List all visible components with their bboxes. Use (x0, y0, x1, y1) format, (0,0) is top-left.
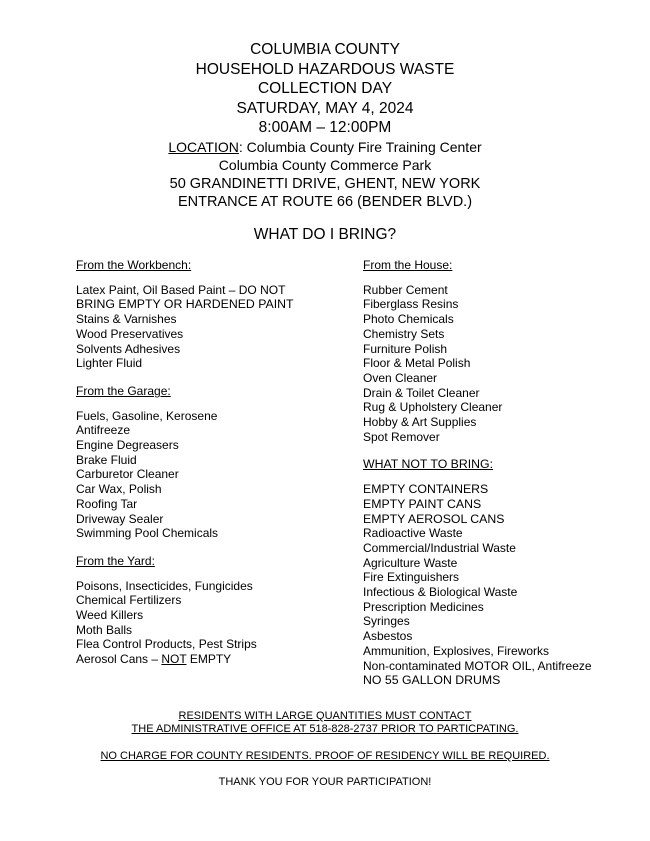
spacer (76, 541, 351, 554)
event-address: 50 GRANDINETTI DRIVE, GHENT, NEW YORK (169, 175, 481, 192)
garage-title: From the Garage: (76, 383, 171, 398)
footer-thanks: THANK YOU FOR YOUR PARTICIPATION! (218, 776, 432, 788)
yard-item: Flea Control Products, Pest Strips (76, 637, 257, 652)
yard-item: Chemical Fertilizers (76, 593, 182, 608)
garage-item: Swimming Pool Chemicals (76, 526, 219, 541)
not-bring-item: Radioactive Waste (363, 526, 463, 541)
house-item: Rubber Cement (363, 282, 448, 297)
left-column (76, 258, 351, 667)
house-item: Furniture Polish (363, 341, 448, 356)
not-bring-item: Asbestos (363, 629, 413, 644)
not-bring-item: Infectious & Biological Waste (363, 585, 518, 600)
house-item: Rug & Upholstery Cleaner (363, 400, 503, 415)
garage-item: Fuels, Gasoline, Kerosene (76, 408, 218, 423)
yard-title: From the Yard: (76, 553, 155, 568)
yard-item-aerosol (76, 652, 351, 667)
garage-item: Carburetor Cleaner (76, 467, 179, 482)
house-item: Hobby & Art Supplies (363, 415, 477, 430)
house-item: Photo Chemicals (363, 312, 454, 327)
workbench-item: Lighter Fluid (76, 356, 143, 371)
garage-item: Brake Fluid (76, 452, 137, 467)
not-bring-item: Agriculture Waste (363, 555, 458, 570)
house-item: Drain & Toilet Cleaner (363, 385, 480, 400)
not-bring-item: Syringes (363, 614, 410, 629)
footer-line1: RESIDENTS WITH LARGE QUANTITIES MUST CONTACT (178, 710, 472, 722)
section-question: WHAT DO I BRING? (253, 226, 397, 243)
event-location (0, 138, 650, 157)
location-label: LOCATION (168, 138, 239, 155)
garage-item: Antifreeze (76, 423, 131, 438)
footer-no-charge: NO CHARGE FOR COUNTY RESIDENTS. PROOF OF RESIDENCY WILL BE REQUIRED. (100, 750, 550, 762)
event-date: SATURDAY, MAY 4, 2024 (236, 99, 414, 117)
spacer (363, 444, 623, 457)
not-bring-item: Non-contaminated MOTOR OIL, Antifreeze (363, 658, 592, 673)
footer-contact (0, 710, 650, 736)
workbench-item: Latex Paint, Oil Based Paint – DO NOT (76, 282, 286, 297)
not-bring-item: Ammunition, Explosives, Fireworks (363, 643, 550, 658)
aerosol-prefix: Aerosol Cans – (76, 652, 162, 667)
workbench-item: Wood Preservatives (76, 326, 184, 341)
right-column (363, 258, 623, 688)
header-title: HOUSEHOLD HAZARDOUS WASTE (195, 60, 455, 78)
yard-item: Poisons, Insecticides, Fungicides (76, 578, 253, 593)
not-bring-item: EMPTY AEROSOL CANS (363, 511, 505, 526)
footer-line2: THE ADMINISTRATIVE OFFICE AT 518-828-2737 PRIOR TO PARTICPATING. (131, 723, 519, 735)
workbench-item: Stains & Varnishes (76, 312, 177, 327)
header-subtitle: COLLECTION DAY (257, 80, 393, 97)
garage-item: Roofing Tar (76, 496, 138, 511)
spacer (76, 371, 351, 384)
house-item: Spot Remover (363, 429, 440, 444)
yard-item: Moth Balls (76, 622, 133, 637)
workbench-title: From the Workbench: (76, 258, 192, 272)
workbench-item: BRING EMPTY OR HARDENED PAINT (76, 297, 294, 312)
house-title: From the House: (363, 258, 453, 272)
header-county: COLUMBIA COUNTY (250, 41, 400, 58)
garage-item: Engine Degreasers (76, 438, 179, 453)
garage-item: Driveway Sealer (76, 511, 164, 526)
flyer-header (0, 40, 650, 212)
not-bring-item: Prescription Medicines (363, 599, 484, 614)
house-item: Floor & Metal Polish (363, 356, 471, 371)
garage-item: Car Wax, Polish (76, 482, 162, 497)
yard-item: Weed Killers (76, 608, 144, 623)
not-bring-item: EMPTY PAINT CANS (363, 496, 482, 511)
not-bring-item: Fire Extinguishers (363, 570, 460, 585)
event-entrance: ENTRANCE AT ROUTE 66 (BENDER BLVD.) (177, 194, 473, 210)
not-bring-item: NO 55 GALLON DRUMS (363, 673, 501, 688)
location-value: : Columbia County Fire Training Center (238, 138, 482, 155)
workbench-item: Solvents Adhesives (76, 341, 181, 356)
not-bring-item: Commercial/Industrial Waste (363, 540, 516, 555)
event-time: 8:00AM – 12:00PM (258, 119, 392, 136)
aerosol-suffix: EMPTY (186, 652, 232, 667)
location-line2: Columbia County Commerce Park (218, 157, 432, 173)
not-bring-title: WHAT NOT TO BRING: (363, 457, 494, 472)
not-bring-item: EMPTY CONTAINERS (363, 482, 489, 497)
house-item: Oven Cleaner (363, 370, 438, 385)
house-item: Chemistry Sets (363, 326, 445, 341)
house-item: Fiberglass Resins (363, 297, 459, 312)
aerosol-not: NOT (161, 652, 187, 667)
